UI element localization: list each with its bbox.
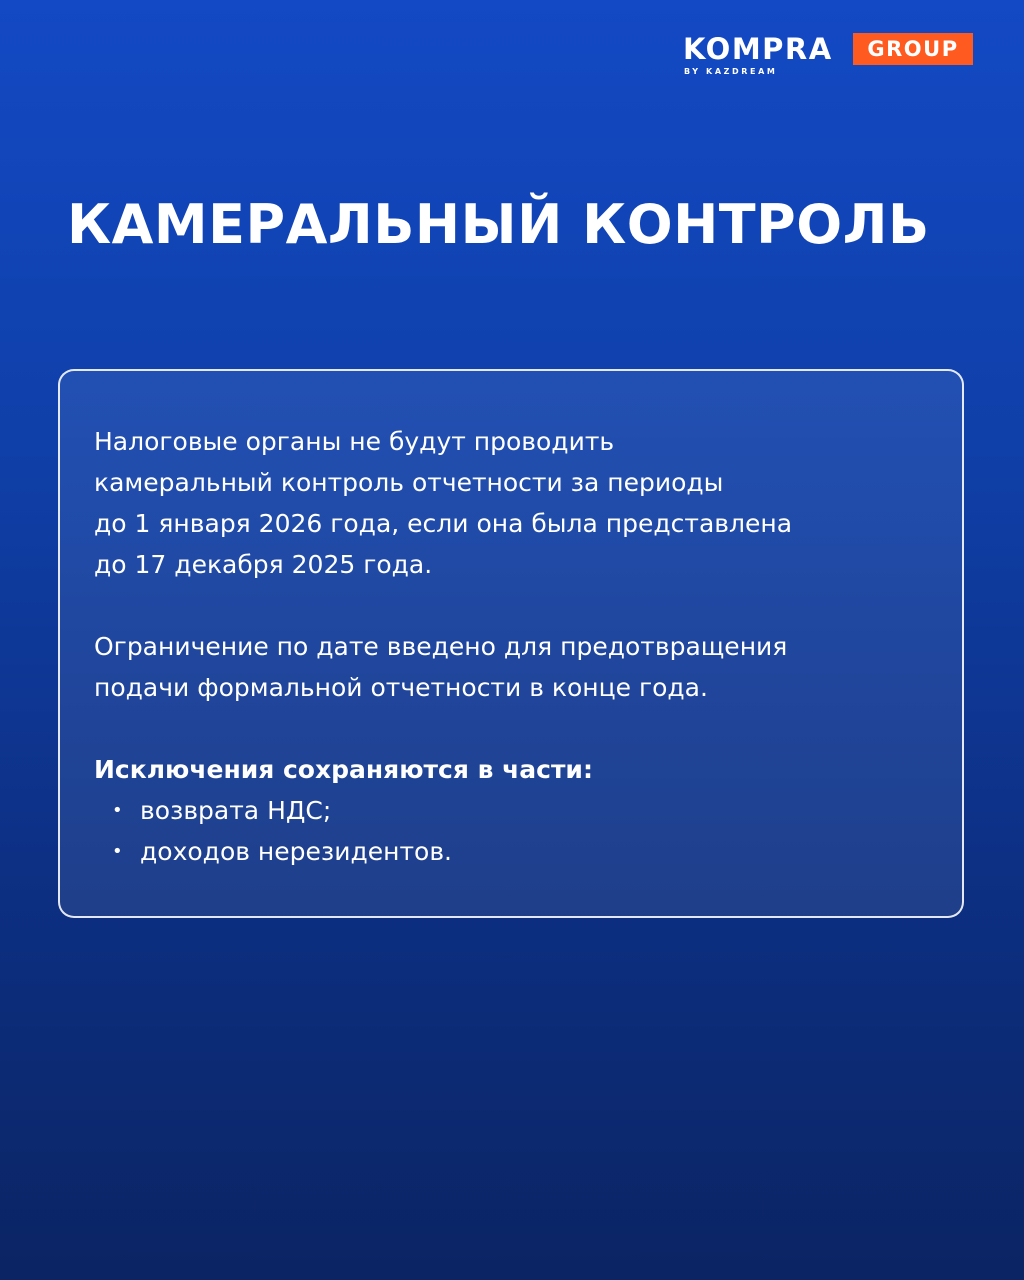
list-item-text: возврата НДС; — [140, 796, 332, 825]
logo-badge: GROUP — [853, 33, 973, 65]
paragraph-line: до 1 января 2026 года, если она была представлена — [94, 509, 793, 538]
page-title: КАМЕРАЛЬНЫЙ КОНТРОЛЬ — [67, 193, 930, 256]
paragraph-line: подачи формальной отчетности в конце года. — [94, 673, 708, 702]
logo-wordmark: KOMPRA — [683, 32, 833, 66]
spacer — [94, 708, 944, 749]
paragraph-line: Ограничение по дате введено для предотвращения — [94, 632, 788, 661]
paragraph-line: до 17 декабря 2025 года. — [94, 550, 433, 579]
paragraph-line: камеральный контроль отчетности за периоды — [94, 468, 724, 497]
exceptions-heading: Исключения сохраняются в части: — [94, 755, 593, 784]
spacer — [94, 585, 944, 626]
list-item — [94, 831, 944, 872]
bullet-icon: • — [112, 841, 123, 862]
list-item-text: доходов нерезидентов. — [140, 837, 452, 866]
paragraph-line: Налоговые органы не будут проводить — [94, 427, 615, 456]
list-item — [94, 790, 944, 831]
info-card — [58, 369, 964, 918]
logo-tagline: BY KAZDREAM — [684, 67, 778, 76]
brand-logo — [683, 32, 975, 80]
card-content — [94, 421, 944, 872]
exceptions-list — [94, 790, 944, 872]
bullet-icon: • — [112, 800, 123, 821]
paragraph-camera-control — [94, 421, 944, 585]
paragraph-date-restriction — [94, 626, 944, 708]
